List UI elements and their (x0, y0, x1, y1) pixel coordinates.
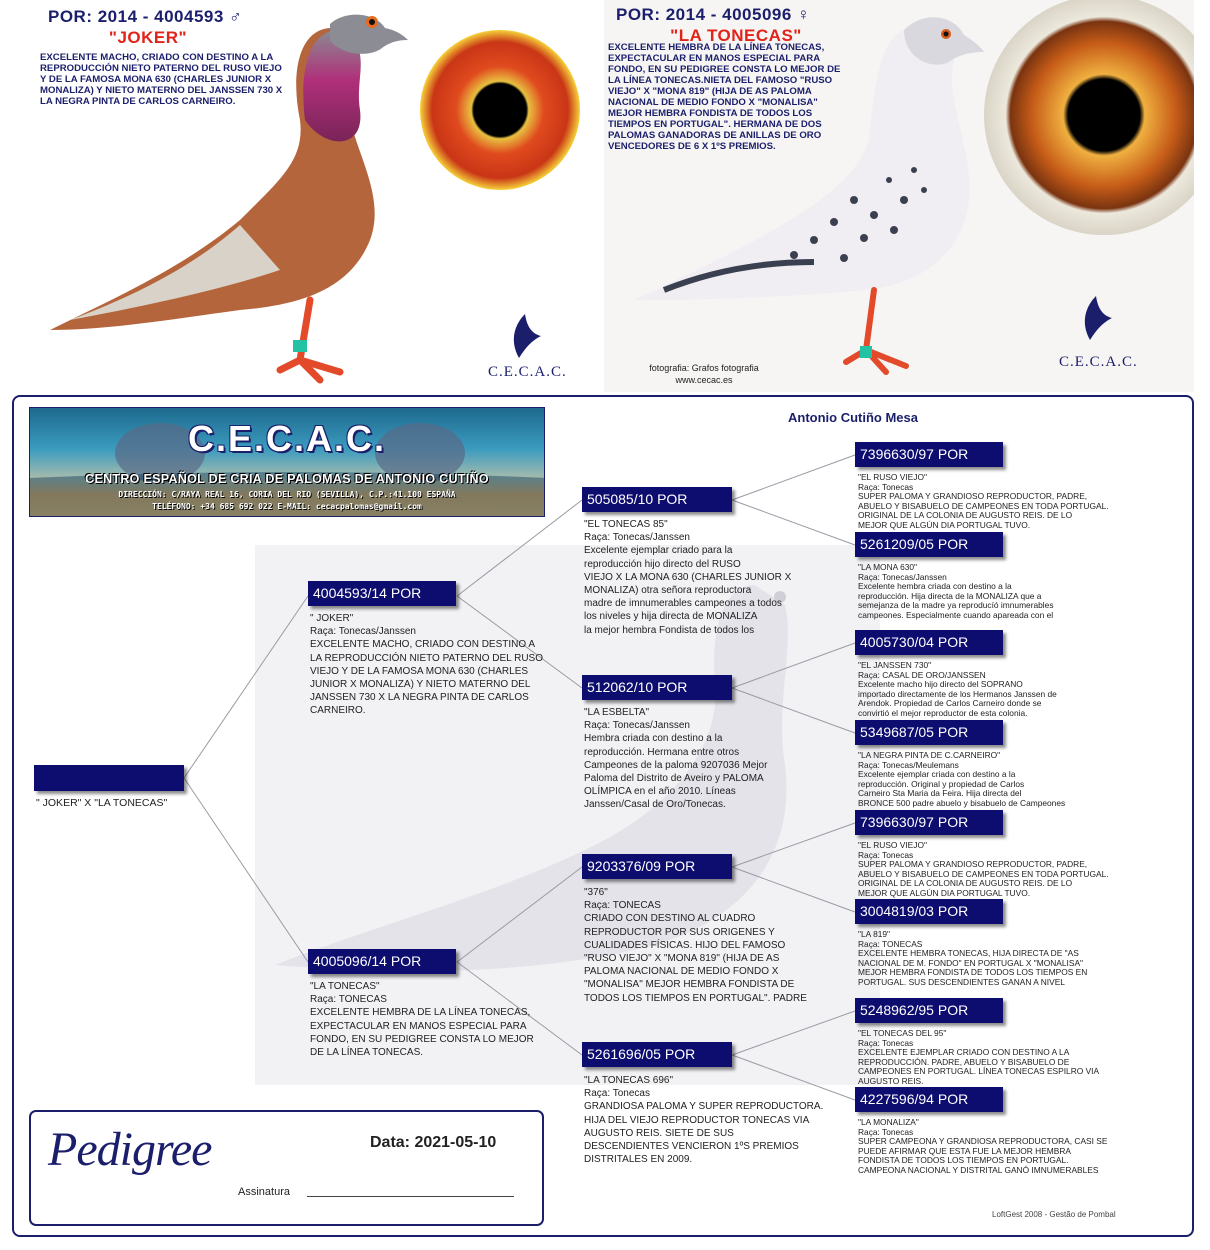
signature-line (307, 1196, 514, 1197)
dam-sire-ring-box: 9203376/09 POR (582, 854, 732, 879)
dds-ring-box: 5248962/95 POR (855, 998, 1003, 1023)
banner-address: DIRECCIÓN: C/RAYA REAL 16, CORIA DEL RIO (SEVILLA), C.P.:41.100 ESPAÑA (118, 490, 456, 499)
subject-parents-label: " JOKER" X "LA TONECAS" (36, 797, 168, 809)
photo-credit-website: www.cecac.es (675, 375, 733, 385)
ddd-ring-box: 4227596/94 POR (855, 1087, 1003, 1112)
la-tonecas-nickname: "LA TONECAS" (670, 26, 802, 45)
ssd-ring-box: 5261209/05 POR (855, 532, 1003, 557)
sire-sire-ring-box: 505085/10 POR (582, 487, 732, 512)
dam-info: "LA TONECAS" Raça: TONECAS EXCELENTE HEMBRA DE LA LÍNEA TONECAS, EXPECTACULAR EN MANOS ESPECIAL PARA FONDO, EN SU PEDIGREE CONSTA LO MEJOR DE LA LÍNEA TONECAS. (310, 981, 534, 1059)
la-tonecas-ring-number: POR: 2014 - 4005096 ♀ (616, 5, 811, 24)
sire-sire-info: "EL TONECAS 85" Raça: Tonecas/Janssen Excelente ejemplar criado para la reproducción hijo directo del RUSO VIEJO X LA MONA 630 (CHARLES JUNIOR X MONALIZA) otra señora reproductora madre de imnumerables campeones a todos los niveles y hija directa de MONALIZA la mejor hembra Fondista de todos los (584, 519, 792, 636)
banner-subtitle: CENTRO ESPAÑOL DE CRIA DE PALOMAS DE ANTONIO CUTIÑO (85, 472, 489, 486)
dsd-info: "LA 819" Raça: TONECAS EXCELENTE HEMBRA TONECAS, HIJA DIRECTA DE "AS NACIONAL DE M. FONDO" EN PORTUGAL X "MONALISA" MEJOR HEMBRA FONDISTA DE TODOS LOS TIEMPOS EN PORTUGAL. SUS DESCENDIENTES GANAN A NIVEL (858, 929, 1088, 987)
owner-name: Antonio Cutiño Mesa (788, 410, 918, 425)
signature-label: Assinatura (238, 1186, 290, 1198)
sds-info: "EL JANSSEN 730" Raça: CASAL DE ORO/JANSSEN Excelente macho hijo directo del SOPRANO importado directamente de los Hermanos Janssen de Arendok. Propiedad de Carlos Carneiro donde se convirtió el mejor reproductor de esta colonia. (858, 660, 1057, 718)
dss-ring-box: 7396630/97 POR (855, 810, 1003, 835)
sdd-ring-box: 5349687/05 POR (855, 720, 1003, 745)
joker-nickname: "JOKER" (108, 28, 188, 47)
cecac-logo-text: C.E.C.A.C. (1059, 354, 1138, 370)
dam-dam-ring-box: 5261696/05 POR (582, 1042, 732, 1067)
pedigree-date: Data: 2021-05-10 (370, 1134, 497, 1151)
dam-ring-box: 4005096/14 POR (308, 949, 456, 974)
dam-sire-info: "376" Raça: TONECAS CRIADO CON DESTINO AL CUADRO REPRODUCTOR POR SUS ORIGENES Y CUALIDADES FÍSICAS. HIJO DEL FAMOSO "RUSO VIEJO" X "MONA 819" (HIJA DE AS PALOMA NACIONAL DE MEDIO FONDO X "MONALISA" MEJOR HEMBRA FONDISTA DE TODOS LOS TIEMPOS EN PORTUGAL". PADRE (584, 887, 807, 1004)
ssd-info: "LA MONA 630" Raça: Tonecas/Janssen Excelente hembra criada con destino a la reproducción. Hija directa de la MONALIZA que a semejanza de la madre ya reproducíó imnumerables campeones. Especialmente cuando apareada con el (858, 562, 1054, 620)
sire-ring-box: 4004593/14 POR (308, 581, 456, 606)
cecac-logo-text: C.E.C.A.C. (488, 364, 567, 380)
subject-ring-box (34, 765, 184, 791)
sire-dam-info: "LA ESBELTA" Raça: Tonecas/Janssen Hembra criada con destino a la reproducción. Hermana entre otros Campeones de la paloma 9207036 Mejor Paloma del Distrito de Aveiro y PALOMA OLÍMPICA en el año 2010. Líneas Janssen/Casal de Oro/Tonecas. (584, 707, 768, 811)
la-tonecas-description: EXCELENTE HEMBRA DE LA LÍNEA TONECAS, EXPECTACULAR EN MANOS ESPECIAL PARA FONDO, EN SU PEDIGREE CONSTA LO MEJOR DE LA LÍNEA TONECAS.NIETA DEL FAMOSO "RUSO VIEJO" X "MONA 819" (HIJA DE AS PALOMA NACIONAL DE MEDIO FONDO X "MONALISA" MEJOR HEMBRA FONDISTA DE TODOS LOS TIEMPOS EN PORTUGAL". HERMANA DE DOS PALOMAS GANADORAS DE ANILLAS DE ORO VENCEDORES DE 6 X 1ºS PREMIOS. (608, 42, 841, 152)
dsd-ring-box: 3004819/03 POR (855, 899, 1003, 924)
sss-ring-box: 7396630/97 POR (855, 442, 1003, 467)
dam-dam-info: "LA TONECAS 696" Raça: Tonecas GRANDIOSA PALOMA Y SUPER REPRODUCTORA. HIJA DEL VIEJO REPRODUCTOR TONECAS VIA AUGUSTO REIS. SIETE DE SUS DESCENDIENTES VENCIERON 1ºS PREMIOS DISTRITALES EN 2009. (584, 1075, 824, 1166)
joker-ring-number: POR: 2014 - 4004593 ♂ (48, 7, 243, 26)
sdd-info: "LA NEGRA PINTA DE C.CARNEIRO" Raça: Tonecas/Meulemans Excelente ejemplar criada con destino a la reproducción. Original y propiedad de Carlos Carneiro Sta Maria da Feira. Hija directa del BRONCE 500 padre abuelo y bisabuelo de Campeones (858, 750, 1066, 808)
sire-info: " JOKER" Raça: Tonecas/Janssen EXCELENTE MACHO, CRIADO CON DESTINO A LA REPRODUCCIÓN NIETO PATERNO DEL RUSO VIEJO Y DE LA FAMOSA MONA 630 (CHARLES JUNIOR X MONALIZA) Y NIETO MATERNO DEL JANSSEN 730 X LA NEGRA PINTA DE CARLOS CARNEIRO. (310, 613, 544, 717)
sds-ring-box: 4005730/04 POR (855, 630, 1003, 655)
software-credit: LoftGest 2008 - Gestão de Pombal (992, 1210, 1116, 1219)
photo-credit-line: fotografia: Grafos fotografia (649, 363, 759, 373)
sss-info: "EL RUSO VIEJO" Raça: Tonecas SUPER PALOMA Y GRANDIOSO REPRODUCTOR, PADRE, ABUELO Y BISABUELO DE CAMPEONES EN TODA PORTUGAL. ORIGINAL DE LA COLONIA DE AUGUSTO REIS. DE LO MEJOR QUE ALGÚN DIA PORTUGAL TUVO. (858, 472, 1109, 530)
pedigree-script-title: Pedigree (48, 1123, 212, 1176)
dds-info: "EL TONECAS DEL 95" Raça: Tonecas EXCELENTE EJEMPLAR CRIADO CON DESTINO A LA REPRODUCCIÓN. PADRE, ABUELO Y BISABUELO DE CAMPEONES EN PORTUGAL. LÍNEA TONECAS ESPILRO VIA AUGUSTO REIS. (858, 1028, 1100, 1086)
ddd-info: "LA MONALIZA" Raça: Tonecas SUPER CAMPEONA Y GRANDIOSA REPRODUCTORA, CASI SE PUEDE AFIRMAR QUE ESTA FUE LA MEJOR HEMBRA FONDISTA DE TODOS LOS TIEMPOS EN PORTUGAL. CAMPEONA NACIONAL Y DISTRITAL GANÓ IMNUMERABLES (858, 1117, 1108, 1175)
sire-dam-ring-box: 512062/10 POR (582, 675, 732, 700)
joker-description: EXCELENTE MACHO, CRIADO CON DESTINO A LA REPRODUCCIÓN NIETO PATERNO DEL RUSO VIEJO Y DE LA FAMOSA MONA 630 (CHARLES JUNIOR X MONALIZA) Y NIETO MATERNO DEL JANSSEN 730 X LA NEGRA PINTA DE CARLOS CARNEIRO. (40, 52, 283, 107)
dss-info: "EL RUSO VIEJO" Raça: Tonecas SUPER PALOMA Y GRANDIOSO REPRODUCTOR, PADRE, ABUELO Y BISABUELO DE CAMPEONES EN TODA PORTUGAL. ORIGINAL DE LA COLONIA DE AUGUSTO REIS. DE LO MEJOR QUE ALGÚN DIA PORTUGAL TUVO. (858, 840, 1109, 898)
banner-title: C.E.C.A.C. (187, 418, 386, 459)
banner-phone-email: TELÉFONO: +34 685 692 022 E-MAIL: cecacpalomas@gmail.com (152, 502, 422, 511)
